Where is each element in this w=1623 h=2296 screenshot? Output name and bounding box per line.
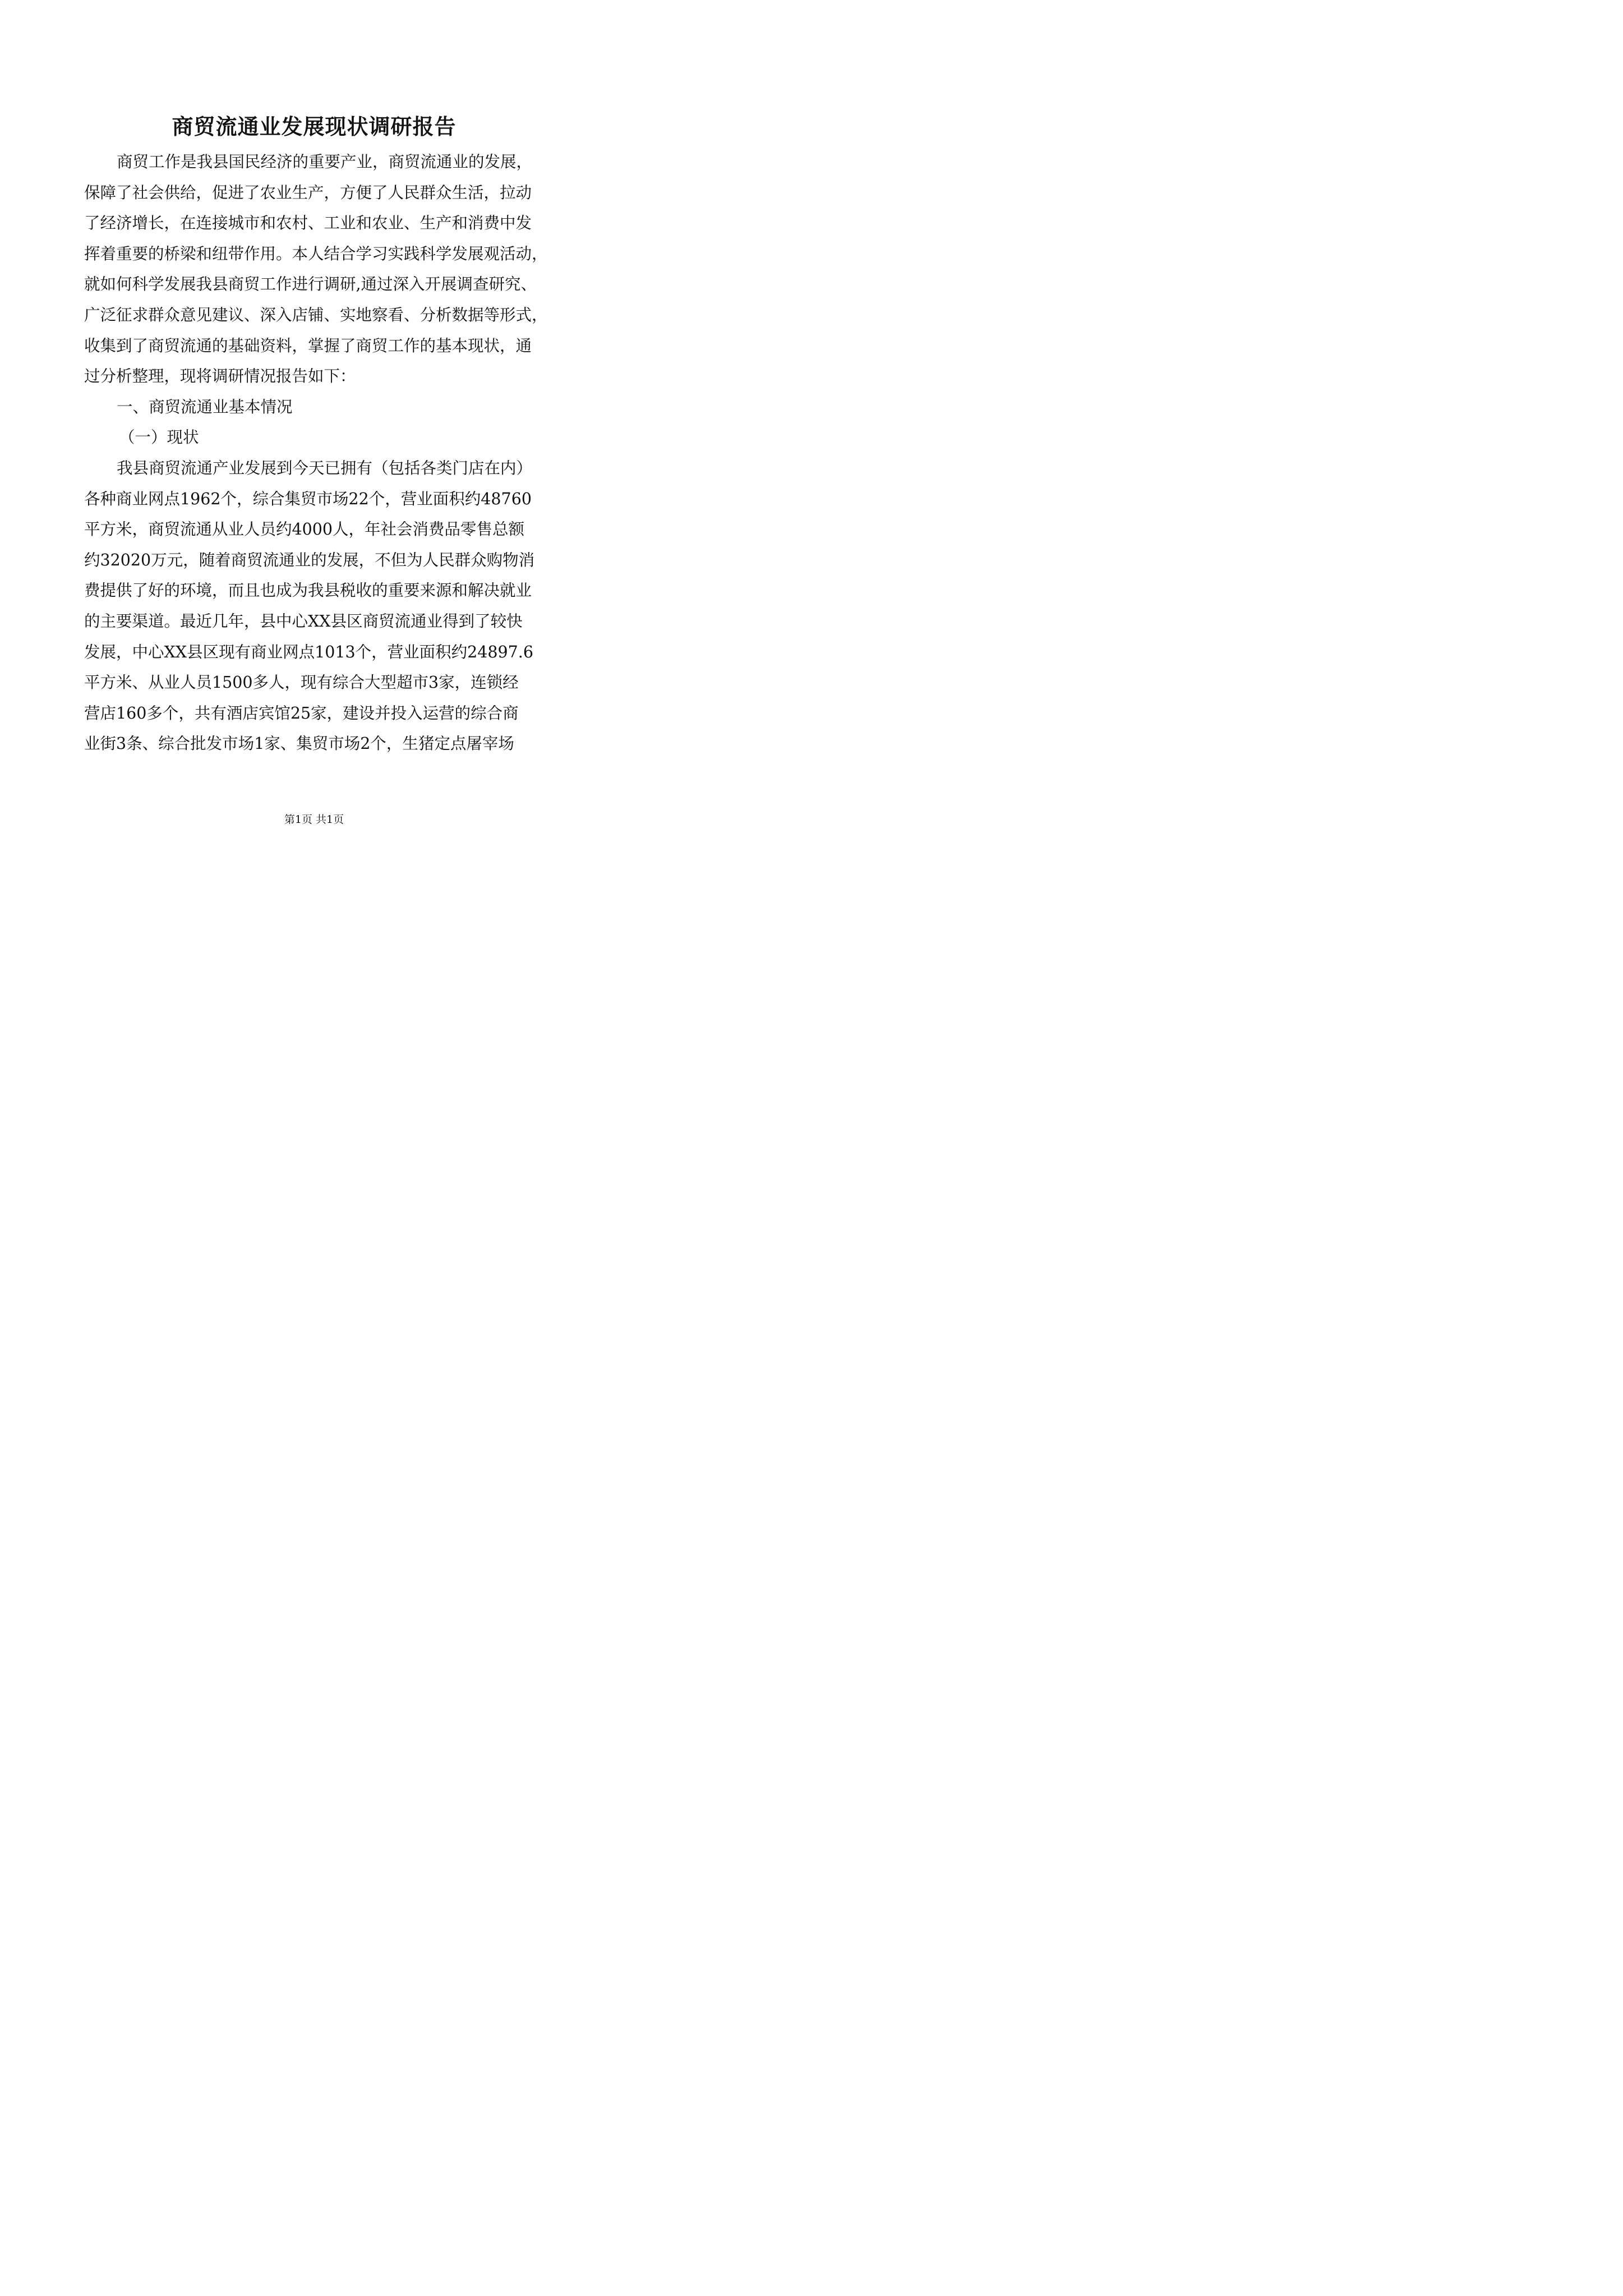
paragraph-line: 挥着重要的桥梁和纽带作用。本人结合学习实践科学发展观活动，	[84, 244, 548, 263]
paragraph-line: 业街3条、综合批发市场1家、集贸市场2个，生猪定点屠宰场	[84, 734, 514, 753]
paragraph-line: 约32020万元，随着商贸流通业的发展，不但为人民群众购物消	[84, 550, 535, 569]
paragraph-line: 了经济增长，在连接城市和农村、工业和农业、生产和消费中发	[84, 214, 532, 233]
paragraph-line: 商贸工作是我县国民经济的重要产业，商贸流通业的发展，	[117, 153, 533, 171]
document-body	[84, 147, 550, 760]
paragraph-line: 平方米，商贸流通从业人员约4000人，年社会消费品零售总额	[84, 520, 525, 539]
paragraph-line: 发展，中心XX县区现有商业网点1013个，营业面积约24897.6	[84, 642, 533, 661]
paragraph-line: 过分析整理，现将调研情况报告如下：	[84, 367, 356, 386]
paragraph-line: 平方米、从业人员1500多人，现有综合大型超市3家，连锁经	[84, 673, 519, 692]
section-heading: 一、商贸流通业基本情况	[117, 397, 293, 416]
paragraph-line: 各种商业网点1962个，综合集贸市场22个，营业面积约48760	[84, 489, 532, 508]
paragraph-line: 收集到了商贸流通的基础资料，掌握了商贸工作的基本现状，通	[84, 336, 532, 355]
document-page	[0, 0, 628, 889]
document-title: 商贸流通业发展现状调研报告	[172, 114, 457, 139]
paragraph-line: 就如何科学发展我县商贸工作进行调研,通过深入开展调查研究、	[84, 275, 537, 294]
paragraph-line: 费提供了好的环境，而且也成为我县税收的重要来源和解决就业	[84, 581, 532, 600]
paragraph-line: 保障了社会供给，促进了农业生产，方便了人民群众生活，拉动	[84, 183, 532, 202]
paragraph-line: 我县商贸流通产业发展到今天已拥有（包括各类门店在内）	[117, 458, 533, 477]
paragraph-line: 的主要渠道。最近几年，县中心XX县区商贸流通业得到了较快	[84, 611, 523, 631]
paragraph-line: 广泛征求群众意见建议、深入店铺、实地察看、分析数据等形式，	[84, 305, 548, 324]
page-footer: 第1页 共1页	[284, 813, 344, 826]
subsection-heading: （一）现状	[119, 428, 199, 447]
paragraph-line: 营店160多个，共有酒店宾馆25家，建设并投入运营的综合商	[84, 703, 519, 723]
